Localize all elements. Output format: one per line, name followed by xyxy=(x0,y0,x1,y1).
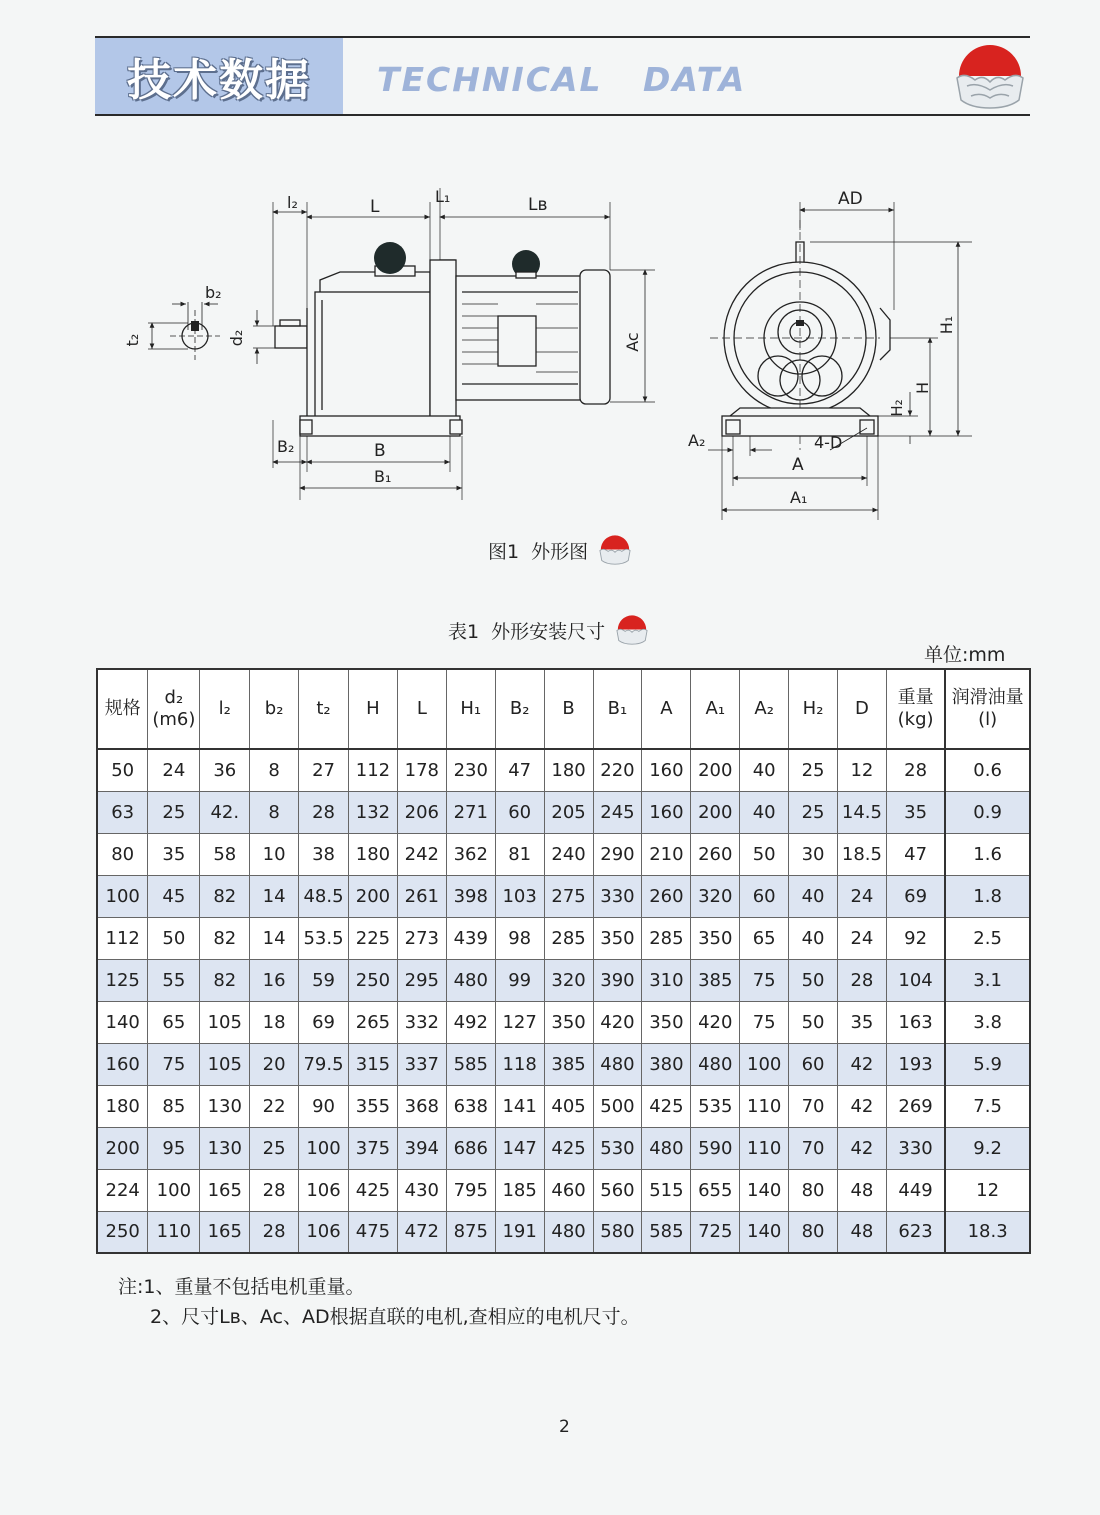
column-header: A₂ xyxy=(740,669,789,749)
table-cell: 362 xyxy=(446,833,495,875)
table-cell: 285 xyxy=(642,917,691,959)
table-cell: 260 xyxy=(691,833,740,875)
table-cell: 79.5 xyxy=(299,1043,349,1085)
table-cell: 24 xyxy=(837,875,886,917)
table-cell: 385 xyxy=(544,1043,593,1085)
table-cell: 110 xyxy=(148,1211,200,1253)
label-A2: A₂ xyxy=(688,431,706,450)
table-cell: 70 xyxy=(789,1085,838,1127)
table-cell: 315 xyxy=(348,1043,397,1085)
table-cell: 16 xyxy=(250,959,299,1001)
table-cell: 48 xyxy=(837,1169,886,1211)
table-cell: 50 xyxy=(148,917,200,959)
table-cell: 200 xyxy=(691,791,740,833)
table-cell: 206 xyxy=(397,791,446,833)
table-cell: 110 xyxy=(740,1085,789,1127)
table-cell: 80 xyxy=(97,833,148,875)
note-1: 注:1、重量不包括电机重量。 xyxy=(118,1276,365,1298)
table-cell: 81 xyxy=(495,833,544,875)
table-cell: 193 xyxy=(886,1043,945,1085)
table-cell: 394 xyxy=(397,1127,446,1169)
table-cell: 28 xyxy=(250,1169,299,1211)
table-cell: 82 xyxy=(200,917,250,959)
header-title-cn: 技术数据 xyxy=(127,55,311,106)
table-cell: 480 xyxy=(691,1043,740,1085)
table-cell: 165 xyxy=(200,1169,250,1211)
table-cell: 398 xyxy=(446,875,495,917)
table-cell: 110 xyxy=(740,1127,789,1169)
table-cell: 30 xyxy=(789,833,838,875)
table-cell: 100 xyxy=(740,1043,789,1085)
table-cell: 99 xyxy=(495,959,544,1001)
table-cell: 42 xyxy=(837,1085,886,1127)
table-cell: 47 xyxy=(886,833,945,875)
table-cell: 60 xyxy=(495,791,544,833)
table-cell: 27 xyxy=(299,749,349,791)
table-cell: 130 xyxy=(200,1085,250,1127)
table-cell: 269 xyxy=(886,1085,945,1127)
table-cell: 430 xyxy=(397,1169,446,1211)
table-cell: 55 xyxy=(148,959,200,1001)
table-cell: 28 xyxy=(250,1211,299,1253)
table-cell: 460 xyxy=(544,1169,593,1211)
table-cell: 48 xyxy=(837,1211,886,1253)
table-cell: 20 xyxy=(250,1043,299,1085)
table-cell: 40 xyxy=(740,749,789,791)
table-body xyxy=(97,749,1030,1253)
column-header: H₂ xyxy=(789,669,838,749)
table-cell: 480 xyxy=(642,1127,691,1169)
table-cell: 390 xyxy=(593,959,642,1001)
table-cell: 60 xyxy=(789,1043,838,1085)
table-cell: 18.3 xyxy=(945,1211,1030,1253)
table-cell: 103 xyxy=(495,875,544,917)
table-cell: 47 xyxy=(495,749,544,791)
table-cell: 350 xyxy=(642,1001,691,1043)
table-cell: 0.9 xyxy=(945,791,1030,833)
table-cell: 40 xyxy=(740,791,789,833)
table-cell: 3.1 xyxy=(945,959,1030,1001)
table-cell: 50 xyxy=(740,833,789,875)
table-cell: 132 xyxy=(348,791,397,833)
table-cell: 580 xyxy=(593,1211,642,1253)
label-B1: B₁ xyxy=(374,467,392,486)
table-cell: 25 xyxy=(789,791,838,833)
table-cell: 1.6 xyxy=(945,833,1030,875)
header-title-en: TECHNICAL DATA xyxy=(377,60,747,99)
table-cell: 80 xyxy=(789,1169,838,1211)
table-cell: 24 xyxy=(148,749,200,791)
column-header: b₂ xyxy=(250,669,299,749)
table-cell: 65 xyxy=(148,1001,200,1043)
table-cell: 10 xyxy=(250,833,299,875)
table-cell: 425 xyxy=(544,1127,593,1169)
label-Ac: Ac xyxy=(623,332,642,352)
table-cell: 112 xyxy=(348,749,397,791)
table-row xyxy=(97,791,1030,833)
column-header: t₂ xyxy=(299,669,349,749)
table-cell: 106 xyxy=(299,1211,349,1253)
table-cell: 160 xyxy=(642,749,691,791)
table-cell: 310 xyxy=(642,959,691,1001)
table-cell: 60 xyxy=(740,875,789,917)
table-cell: 449 xyxy=(886,1169,945,1211)
table-row xyxy=(97,917,1030,959)
table-cell: 585 xyxy=(446,1043,495,1085)
table-cell: 104 xyxy=(886,959,945,1001)
note-2: 2、尺寸Lв、Ac、AD根据直联的电机,查相应的电机尺寸。 xyxy=(150,1306,640,1328)
table-cell: 100 xyxy=(148,1169,200,1211)
column-header: H xyxy=(348,669,397,749)
column-header: 润滑油量 (l) xyxy=(945,669,1030,749)
table-row xyxy=(97,1001,1030,1043)
table-cell: 100 xyxy=(299,1127,349,1169)
page-header xyxy=(95,36,1030,116)
table-caption xyxy=(448,614,649,646)
table-cell: 480 xyxy=(544,1211,593,1253)
table-row xyxy=(97,833,1030,875)
table-cell: 180 xyxy=(544,749,593,791)
page-number: 2 xyxy=(559,1417,570,1437)
table-cell: 261 xyxy=(397,875,446,917)
table-header-row xyxy=(97,669,1030,749)
table-cell: 48.5 xyxy=(299,875,349,917)
table-cell: 2.5 xyxy=(945,917,1030,959)
company-logo-icon xyxy=(953,42,1027,112)
table-cell: 112 xyxy=(97,917,148,959)
table-cell: 141 xyxy=(495,1085,544,1127)
table-cell: 25 xyxy=(789,749,838,791)
table-caption-text: 表1 外形安装尺寸 xyxy=(448,620,606,643)
table-cell: 420 xyxy=(691,1001,740,1043)
table-cell: 530 xyxy=(593,1127,642,1169)
table-cell: 125 xyxy=(97,959,148,1001)
table-cell: 25 xyxy=(148,791,200,833)
table-cell: 273 xyxy=(397,917,446,959)
table-cell: 42. xyxy=(200,791,250,833)
table-cell: 337 xyxy=(397,1043,446,1085)
outline-drawing xyxy=(110,180,990,530)
table-cell: 82 xyxy=(200,959,250,1001)
table-cell: 130 xyxy=(200,1127,250,1169)
table-cell: 22 xyxy=(250,1085,299,1127)
table-cell: 230 xyxy=(446,749,495,791)
table-cell: 368 xyxy=(397,1085,446,1127)
table-cell: 63 xyxy=(97,791,148,833)
table-cell: 290 xyxy=(593,833,642,875)
table-cell: 28 xyxy=(886,749,945,791)
table-cell: 205 xyxy=(544,791,593,833)
table-cell: 439 xyxy=(446,917,495,959)
table-cell: 9.2 xyxy=(945,1127,1030,1169)
table-cell: 480 xyxy=(593,1043,642,1085)
table-cell: 200 xyxy=(691,749,740,791)
label-l2: l₂ xyxy=(287,193,298,212)
table-cell: 12 xyxy=(945,1169,1030,1211)
table-cell: 69 xyxy=(886,875,945,917)
column-header: 重量 (kg) xyxy=(886,669,945,749)
table-cell: 165 xyxy=(200,1211,250,1253)
table-cell: 320 xyxy=(691,875,740,917)
table-cell: 140 xyxy=(740,1169,789,1211)
label-B2: B₂ xyxy=(277,437,295,456)
table-cell: 105 xyxy=(200,1001,250,1043)
table-cell: 250 xyxy=(97,1211,148,1253)
table-cell: 35 xyxy=(886,791,945,833)
table-cell: 5.9 xyxy=(945,1043,1030,1085)
table-cell: 80 xyxy=(789,1211,838,1253)
table-cell: 85 xyxy=(148,1085,200,1127)
label-H2: H₂ xyxy=(888,399,906,417)
table-cell: 375 xyxy=(348,1127,397,1169)
table-cell: 50 xyxy=(789,1001,838,1043)
table-cell: 59 xyxy=(299,959,349,1001)
figure-caption xyxy=(488,534,632,566)
table-cell: 191 xyxy=(495,1211,544,1253)
table-cell: 118 xyxy=(495,1043,544,1085)
label-4D: 4-D xyxy=(814,433,843,452)
table-cell: 655 xyxy=(691,1169,740,1211)
table-cell: 127 xyxy=(495,1001,544,1043)
table-cell: 200 xyxy=(348,875,397,917)
column-header: d₂ (m6) xyxy=(148,669,200,749)
table-cell: 380 xyxy=(642,1043,691,1085)
label-t2: t₂ xyxy=(123,333,142,347)
table-row xyxy=(97,749,1030,791)
table-cell: 405 xyxy=(544,1085,593,1127)
table-cell: 140 xyxy=(97,1001,148,1043)
table-cell: 242 xyxy=(397,833,446,875)
table-cell: 42 xyxy=(837,1043,886,1085)
unit-label: 单位:mm xyxy=(924,644,1006,666)
table-cell: 160 xyxy=(97,1043,148,1085)
table-cell: 40 xyxy=(789,875,838,917)
table-cell: 350 xyxy=(544,1001,593,1043)
column-header: 规格 xyxy=(97,669,148,749)
table-cell: 265 xyxy=(348,1001,397,1043)
column-header: B xyxy=(544,669,593,749)
table-cell: 180 xyxy=(97,1085,148,1127)
label-A1: A₁ xyxy=(790,488,808,507)
table-cell: 147 xyxy=(495,1127,544,1169)
table-cell: 69 xyxy=(299,1001,349,1043)
table-cell: 45 xyxy=(148,875,200,917)
column-header: L xyxy=(397,669,446,749)
table-cell: 18 xyxy=(250,1001,299,1043)
table-cell: 28 xyxy=(837,959,886,1001)
table-cell: 24 xyxy=(837,917,886,959)
column-header: A xyxy=(642,669,691,749)
table-cell: 58 xyxy=(200,833,250,875)
table-cell: 140 xyxy=(740,1211,789,1253)
table-row xyxy=(97,1169,1030,1211)
table-row xyxy=(97,1211,1030,1253)
label-L: L xyxy=(370,197,380,217)
table-cell: 98 xyxy=(495,917,544,959)
table-cell: 500 xyxy=(593,1085,642,1127)
header-title-cn-band xyxy=(95,38,343,114)
table-row xyxy=(97,1085,1030,1127)
dimension-table xyxy=(96,668,1031,1254)
table-cell: 535 xyxy=(691,1085,740,1127)
table-cell: 40 xyxy=(789,917,838,959)
table-cell: 332 xyxy=(397,1001,446,1043)
table-cell: 260 xyxy=(642,875,691,917)
table-cell: 180 xyxy=(348,833,397,875)
label-LB: Lв xyxy=(528,195,548,215)
table-cell: 275 xyxy=(544,875,593,917)
column-header: H₁ xyxy=(446,669,495,749)
table-cell: 35 xyxy=(837,1001,886,1043)
table-cell: 12 xyxy=(837,749,886,791)
label-AD: AD xyxy=(838,189,863,209)
table-cell: 475 xyxy=(348,1211,397,1253)
table-cell: 725 xyxy=(691,1211,740,1253)
table-cell: 623 xyxy=(886,1211,945,1253)
table-cell: 185 xyxy=(495,1169,544,1211)
logo-small-icon xyxy=(598,534,632,566)
table-cell: 350 xyxy=(691,917,740,959)
table-cell: 686 xyxy=(446,1127,495,1169)
table-cell: 472 xyxy=(397,1211,446,1253)
table-cell: 330 xyxy=(593,875,642,917)
notes xyxy=(118,1272,640,1332)
table-cell: 560 xyxy=(593,1169,642,1211)
table-cell: 75 xyxy=(740,1001,789,1043)
table-cell: 350 xyxy=(593,917,642,959)
table-cell: 75 xyxy=(148,1043,200,1085)
table-cell: 330 xyxy=(886,1127,945,1169)
table-cell: 425 xyxy=(348,1169,397,1211)
figure-caption-text: 图1 外形图 xyxy=(488,540,589,563)
side-view xyxy=(148,188,655,500)
table-cell: 106 xyxy=(299,1169,349,1211)
table-cell: 585 xyxy=(642,1211,691,1253)
table-cell: 420 xyxy=(593,1001,642,1043)
table-cell: 18.5 xyxy=(837,833,886,875)
column-header: D xyxy=(837,669,886,749)
table-cell: 492 xyxy=(446,1001,495,1043)
table-cell: 75 xyxy=(740,959,789,1001)
table-cell: 35 xyxy=(148,833,200,875)
table-cell: 95 xyxy=(148,1127,200,1169)
table-cell: 7.5 xyxy=(945,1085,1030,1127)
table-cell: 210 xyxy=(642,833,691,875)
column-header: l₂ xyxy=(200,669,250,749)
table-cell: 8 xyxy=(250,791,299,833)
table-cell: 638 xyxy=(446,1085,495,1127)
table-cell: 795 xyxy=(446,1169,495,1211)
logo-small-icon xyxy=(615,614,649,646)
table-cell: 50 xyxy=(789,959,838,1001)
table-cell: 8 xyxy=(250,749,299,791)
table-cell: 92 xyxy=(886,917,945,959)
table-row xyxy=(97,1127,1030,1169)
front-view xyxy=(708,202,972,520)
table-cell: 65 xyxy=(740,917,789,959)
label-A: A xyxy=(792,455,804,475)
table-cell: 295 xyxy=(397,959,446,1001)
table-cell: 200 xyxy=(97,1127,148,1169)
table-cell: 105 xyxy=(200,1043,250,1085)
table-cell: 14 xyxy=(250,917,299,959)
table-cell: 90 xyxy=(299,1085,349,1127)
table-cell: 38 xyxy=(299,833,349,875)
table-cell: 480 xyxy=(446,959,495,1001)
table-cell: 36 xyxy=(200,749,250,791)
table-cell: 245 xyxy=(593,791,642,833)
table-cell: 178 xyxy=(397,749,446,791)
table-cell: 28 xyxy=(299,791,349,833)
table-row xyxy=(97,1043,1030,1085)
label-L1: L₁ xyxy=(435,187,451,206)
label-H: H xyxy=(913,381,932,395)
table-cell: 163 xyxy=(886,1001,945,1043)
table-cell: 25 xyxy=(250,1127,299,1169)
table-cell: 14.5 xyxy=(837,791,886,833)
table-cell: 385 xyxy=(691,959,740,1001)
column-header: B₁ xyxy=(593,669,642,749)
table-cell: 285 xyxy=(544,917,593,959)
table-cell: 160 xyxy=(642,791,691,833)
table-cell: 515 xyxy=(642,1169,691,1211)
table-cell: 220 xyxy=(593,749,642,791)
label-B: B xyxy=(374,441,386,461)
table-cell: 70 xyxy=(789,1127,838,1169)
table-cell: 224 xyxy=(97,1169,148,1211)
table-cell: 240 xyxy=(544,833,593,875)
table-cell: 1.8 xyxy=(945,875,1030,917)
column-header: A₁ xyxy=(691,669,740,749)
table-cell: 82 xyxy=(200,875,250,917)
label-b2: b₂ xyxy=(205,283,222,302)
label-H1: H₁ xyxy=(937,315,956,335)
table-cell: 100 xyxy=(97,875,148,917)
table-cell: 14 xyxy=(250,875,299,917)
table-cell: 225 xyxy=(348,917,397,959)
table-cell: 250 xyxy=(348,959,397,1001)
table-cell: 320 xyxy=(544,959,593,1001)
table-cell: 3.8 xyxy=(945,1001,1030,1043)
column-header: B₂ xyxy=(495,669,544,749)
table-cell: 425 xyxy=(642,1085,691,1127)
table-cell: 590 xyxy=(691,1127,740,1169)
table-cell: 42 xyxy=(837,1127,886,1169)
label-d2: d₂ xyxy=(227,329,246,347)
table-cell: 50 xyxy=(97,749,148,791)
table-cell: 0.6 xyxy=(945,749,1030,791)
table-row xyxy=(97,959,1030,1001)
table-cell: 875 xyxy=(446,1211,495,1253)
table-cell: 53.5 xyxy=(299,917,349,959)
table-cell: 355 xyxy=(348,1085,397,1127)
table-cell: 271 xyxy=(446,791,495,833)
table-row xyxy=(97,875,1030,917)
